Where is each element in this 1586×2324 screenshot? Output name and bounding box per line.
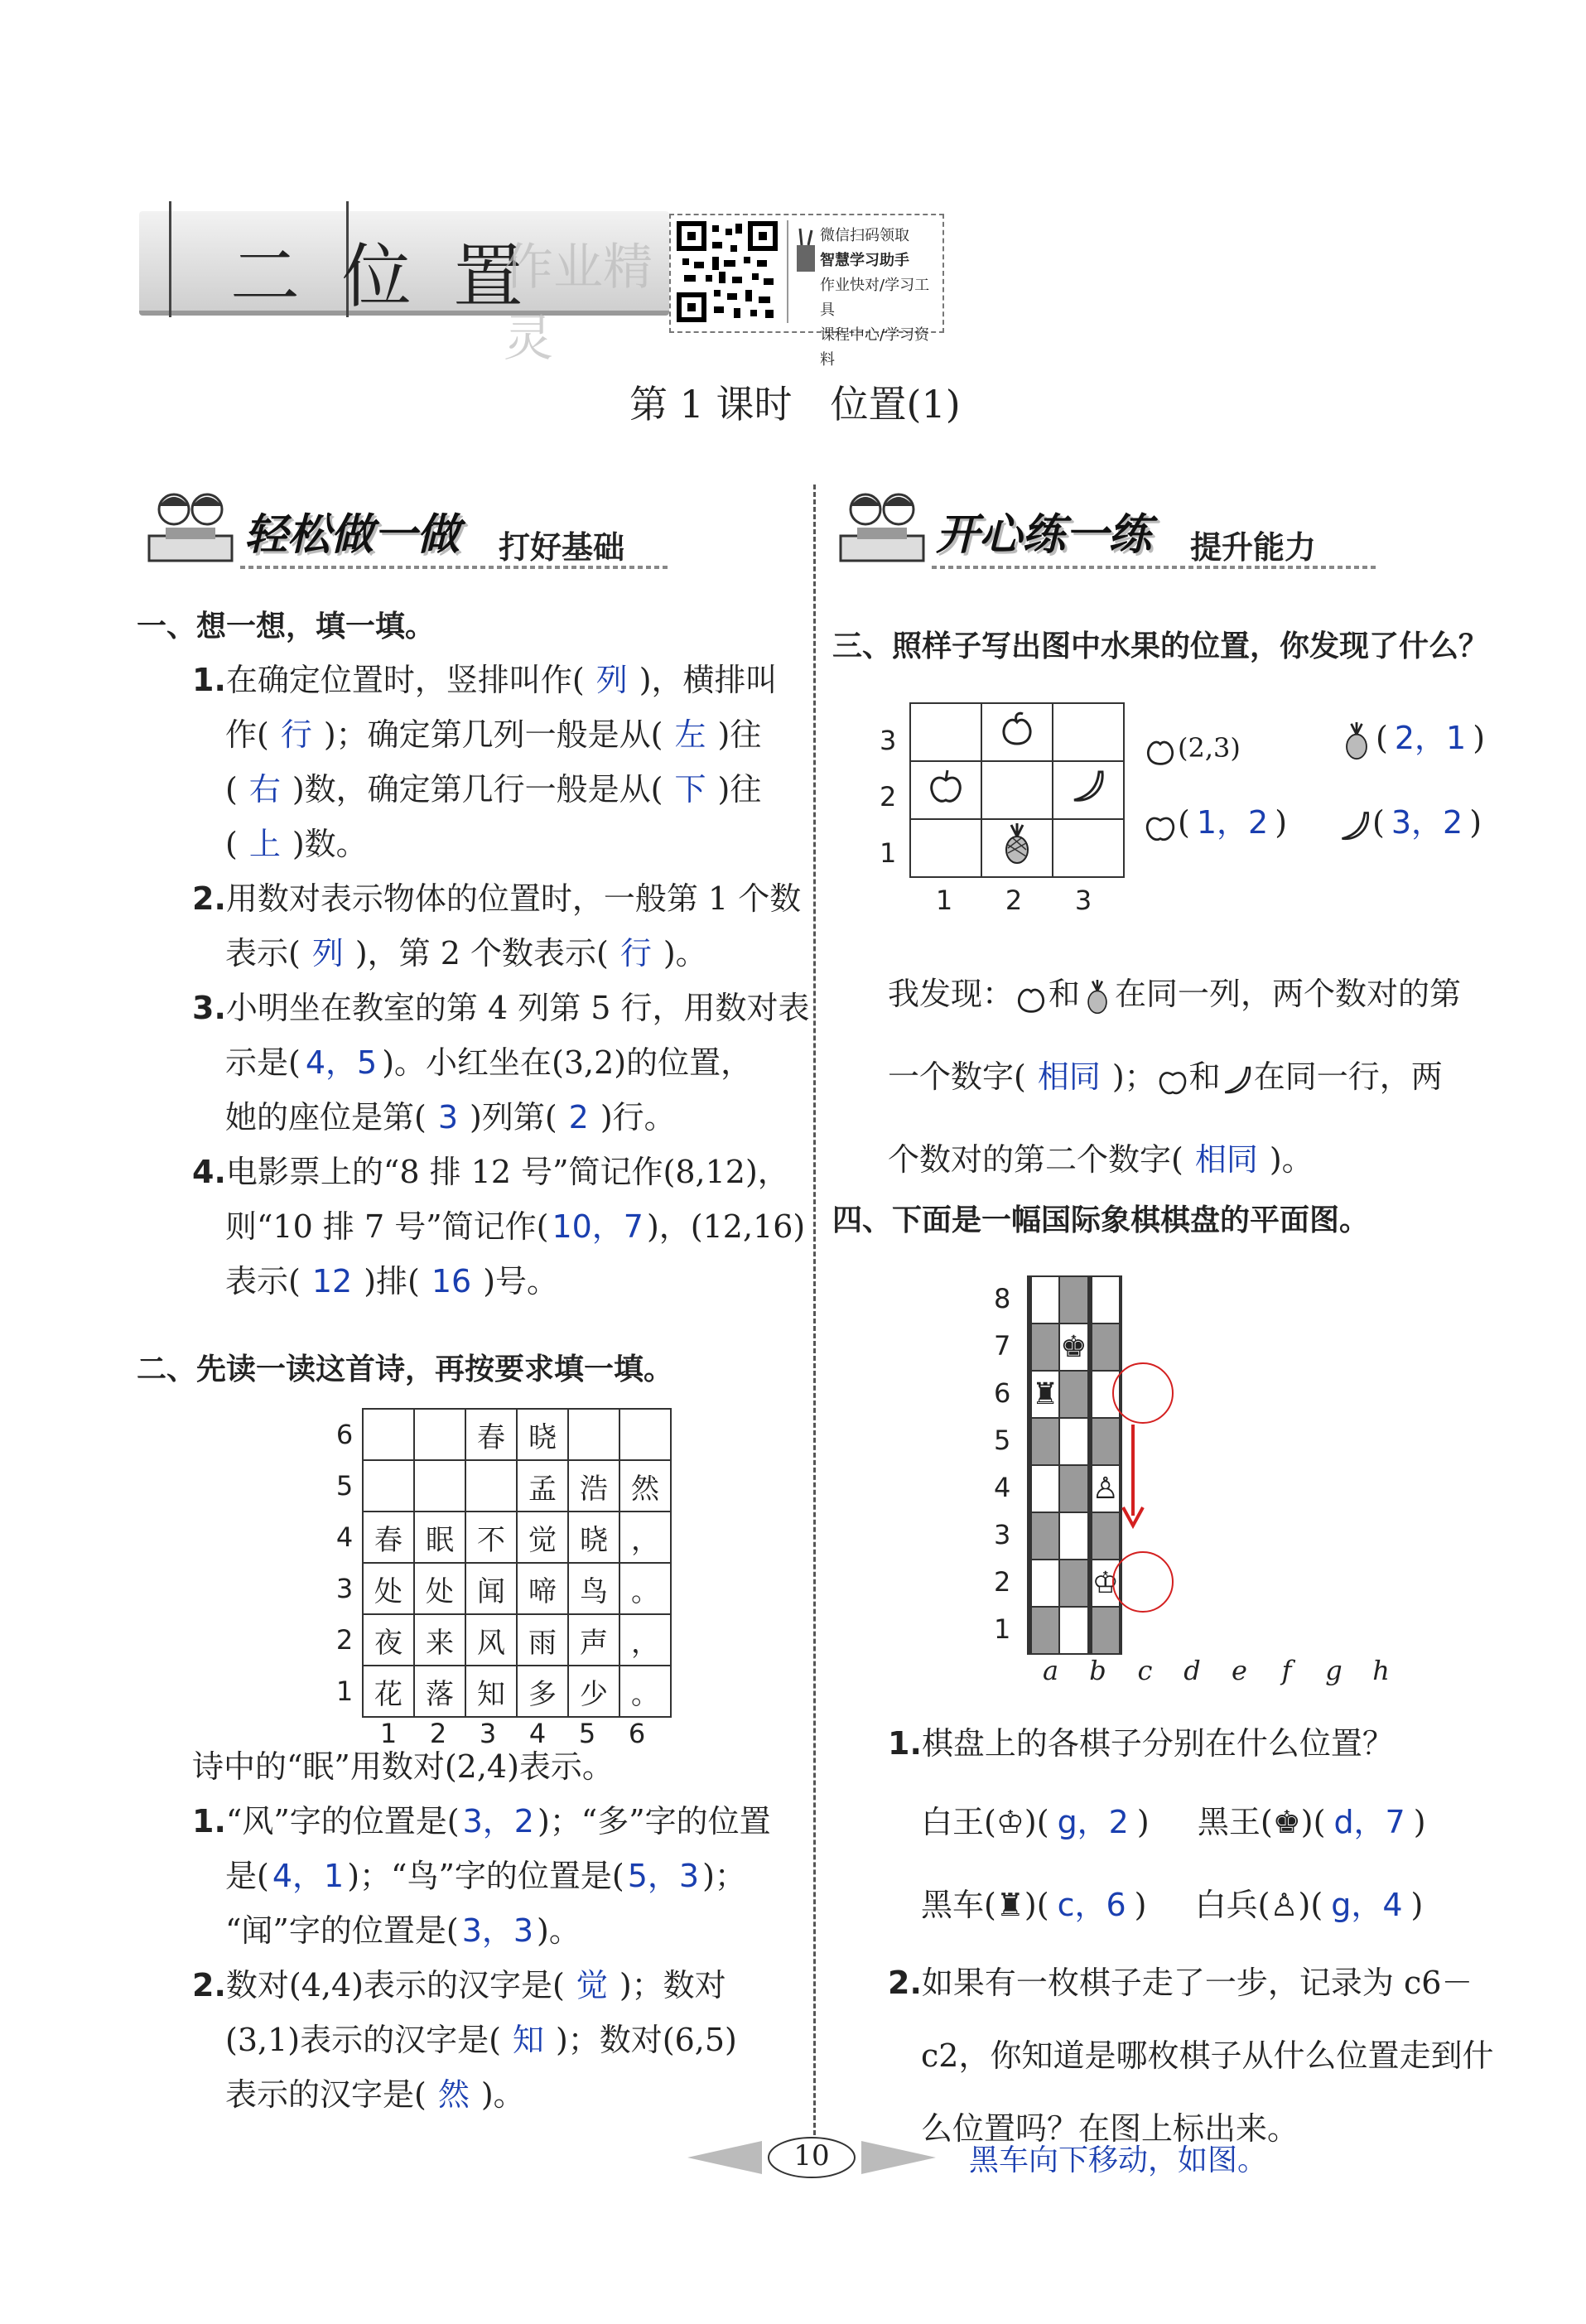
poem-cell — [363, 1460, 414, 1512]
chess-square — [1031, 1465, 1059, 1512]
chess-square — [1092, 1560, 1120, 1607]
kids-reading-icon — [141, 485, 240, 567]
chess-square — [1120, 1465, 1121, 1512]
apple-icon — [927, 767, 965, 805]
black-king-icon: ♚ — [1060, 1330, 1087, 1364]
chess-square — [1092, 1512, 1120, 1560]
chess-square — [1059, 1371, 1087, 1418]
poem-cell — [414, 1409, 465, 1460]
chess-square — [1031, 1371, 1059, 1418]
chess-square — [1059, 1512, 1087, 1560]
chess-file-label: e — [1232, 1655, 1247, 1686]
answer: 列 — [595, 662, 628, 698]
poem-cell: 晓 — [517, 1409, 568, 1460]
poem-cell — [414, 1460, 465, 1512]
chess-square — [1059, 1465, 1087, 1512]
poem-row-label: 3 — [335, 1573, 354, 1604]
chess-rank-label: 4 — [994, 1472, 1011, 1503]
poem-cell: 晓 — [568, 1512, 619, 1563]
chess-square — [1031, 1512, 1059, 1560]
chess-rank-label: 7 — [994, 1330, 1011, 1362]
pineapple-icon — [1080, 978, 1115, 1016]
chess-file-label: a — [1042, 1655, 1059, 1686]
poem-cell — [363, 1409, 414, 1460]
poem-cell: 觉 — [517, 1512, 568, 1563]
section-2-questions — [192, 1739, 771, 2122]
q2-line-1: 2.用数对表示物体的位置时，一般第 1 个数 — [192, 880, 802, 917]
pencil-cup-icon — [793, 225, 818, 275]
white-king-icon: ♔ — [995, 1804, 1024, 1840]
chess-square — [1120, 1560, 1121, 1607]
poem-cell: 然 — [619, 1460, 671, 1512]
chess-square — [1092, 1324, 1120, 1371]
pineapple-position: ( 2，1 ) — [1338, 711, 1485, 765]
poem-cell — [619, 1409, 671, 1460]
q3-line-2: 示是( 4，5 )。小红坐在(3,2)的位置， — [225, 1044, 753, 1081]
section-1-title: 一、想一想，填一填。 — [137, 610, 436, 644]
chess-file-label: b — [1089, 1655, 1106, 1686]
chess-square — [1059, 1324, 1087, 1371]
column-divider — [813, 485, 816, 2158]
q4-line-1: 4.电影票上的“8 排 12 号”简记作(8,12)， — [192, 1154, 789, 1190]
chess-rank-label: 5 — [994, 1425, 1011, 1456]
chess-square — [1092, 1607, 1120, 1654]
section-2-title: 二、先读一读这首诗，再按要求填一填。 — [137, 1352, 674, 1386]
chess-rank-label: 3 — [994, 1519, 1011, 1550]
chess-file-label: c — [1137, 1655, 1153, 1686]
left-banner-subtitle: 打好基础 — [499, 529, 625, 566]
chess-square — [1059, 1418, 1087, 1465]
peach-position: (2,3) — [1143, 719, 1241, 775]
poem-row-label: 2 — [335, 1624, 354, 1656]
chess-square — [1031, 1418, 1059, 1465]
qr-code-icon — [676, 220, 779, 323]
poem-row-label: 5 — [335, 1470, 354, 1502]
poem-cell: 。 — [619, 1563, 671, 1614]
chess-square — [1120, 1324, 1121, 1371]
section-3-title: 三、照样子写出图中水果的位置，你发现了什么？ — [832, 629, 1489, 663]
banana-icon — [1069, 767, 1107, 805]
poem-cell: 春 — [363, 1512, 414, 1563]
fruit-grid — [909, 702, 1125, 878]
peach-icon — [1143, 732, 1178, 767]
poem-cell — [568, 1409, 619, 1460]
poem-cell: 。 — [619, 1666, 671, 1717]
left-banner-title: 轻松做一做 — [244, 510, 460, 560]
apple-icon — [1156, 1063, 1189, 1097]
poem-cell: ， — [619, 1614, 671, 1666]
s2-q2-line-2: (3,1)表示的汉字是( 知 )；数对(6,5) — [225, 2022, 737, 2058]
s2-q1-line-3: “闻”字的位置是( 3，3 )。 — [225, 1912, 581, 1949]
chess-square — [1031, 1276, 1059, 1324]
peach-icon — [998, 709, 1036, 747]
poem-cell: 孟 — [517, 1460, 568, 1512]
page-number: 10 — [793, 2139, 830, 2172]
white-pawn-icon: ♙ — [1270, 1887, 1299, 1923]
poem-cell: 夜 — [363, 1614, 414, 1666]
chess-square — [1120, 1371, 1121, 1418]
poem-cell: 少 — [568, 1666, 619, 1717]
black-rook-icon: ♜ — [1032, 1377, 1059, 1411]
white-king-icon: ♔ — [1092, 1566, 1119, 1600]
chess-square — [1120, 1512, 1121, 1560]
chess-square — [1092, 1418, 1120, 1465]
chess-square — [1092, 1371, 1120, 1418]
poem-cell: 闻 — [465, 1563, 517, 1614]
pineapple-icon — [1338, 721, 1376, 762]
poem-cell: 不 — [465, 1512, 517, 1563]
q1-line-4: ( 上 )数。 — [225, 826, 368, 862]
white-pawn-icon: ♙ — [1092, 1472, 1119, 1506]
chess-rank-label: 6 — [994, 1377, 1011, 1409]
kids-reading-icon — [832, 485, 932, 567]
q4-line-3: 表示( 12 )排( 16 )号。 — [225, 1263, 559, 1299]
banana-icon — [1338, 808, 1372, 843]
poem-cell: 浩 — [568, 1460, 619, 1512]
chess-square — [1092, 1465, 1120, 1512]
right-banner-subtitle: 提升能力 — [1190, 529, 1317, 566]
chess-square — [1059, 1607, 1087, 1654]
q1-line-3: ( 右 )数，确定第几行一般是从( 下 )往 — [225, 771, 762, 808]
apple-icon — [1143, 808, 1178, 843]
banana-position: ( 3，2 ) — [1338, 795, 1482, 850]
peach-icon — [1014, 980, 1048, 1015]
poem-cell: 鸟 — [568, 1563, 619, 1614]
poem-row-label: 6 — [335, 1419, 354, 1450]
lesson-title: 第 1 课时 位置(1) — [629, 382, 961, 427]
qr-captions: 微信扫码领取 智慧学习助手 作业快对/学习工具 课程中心/学习资料 — [820, 227, 930, 369]
poem-grid-wrap — [327, 1408, 672, 1749]
chess-square — [1031, 1560, 1059, 1607]
chess-file-labels — [1027, 1655, 1405, 1686]
poem-cell: 知 — [465, 1666, 517, 1717]
left-section-banner — [141, 485, 687, 576]
poem-row-label: 4 — [335, 1521, 354, 1553]
answer-note: 黑车向下移动，如图。 — [969, 2143, 1268, 2177]
poem-cell: 声 — [568, 1614, 619, 1666]
q3-line-1: 3.小明坐在教室的第 4 列第 5 行，用数对表 — [192, 990, 810, 1026]
poem-cell — [465, 1460, 517, 1512]
s2-q1-line-2: 是( 4，1 )；“鸟”字的位置是( 5，3 )； — [225, 1858, 746, 1894]
chess-file-label: g — [1325, 1655, 1343, 1686]
page-number-ribbon — [679, 2133, 944, 2182]
poem-cell: 多 — [517, 1666, 568, 1717]
q1-line-1: 1.在确定位置时，竖排叫作( 列 )，横排叫 — [192, 662, 778, 698]
chess-square — [1120, 1607, 1121, 1654]
q3-line-3: 她的座位是第( 3 )列第( 2 )行。 — [225, 1099, 676, 1135]
pineapple-icon — [996, 823, 1038, 865]
black-king-icon: ♚ — [1272, 1804, 1301, 1840]
chess-square — [1031, 1324, 1059, 1371]
poem-intro: 诗中的“眠”用数对(2,4)表示。 — [192, 1748, 614, 1785]
right-banner-title: 开心练一练 — [936, 510, 1152, 560]
chess-square — [1092, 1276, 1120, 1324]
s2-q1-line-1: 1.“风”字的位置是( 3，2 )；“多”字的位置 — [192, 1803, 771, 1839]
poem-cell: 落 — [414, 1666, 465, 1717]
watermark-text: 作业精灵 — [504, 239, 653, 368]
s3-discovery: 我发现： 和 在同一列，两个数对的第 一个数字( 相同 )； 和 在同一行，两 个数对的第二个数字( 相同 )。 — [888, 976, 1462, 1178]
right-section-banner — [832, 485, 1396, 576]
chess-square — [1059, 1560, 1087, 1607]
section-4-title: 四、下面是一幅国际象棋棋盘的平面图。 — [832, 1203, 1370, 1237]
q2-line-2: 表示( 列 )，第 2 个数表示( 行 )。 — [225, 935, 707, 972]
poem-cell: 眠 — [414, 1512, 465, 1563]
poem-x-label: 3 — [479, 1718, 497, 1749]
chess-square — [1059, 1276, 1087, 1324]
poem-grid — [327, 1408, 672, 1718]
section-1-questions — [192, 653, 810, 1309]
black-rook-icon: ♜ — [995, 1887, 1024, 1923]
chess-file-label: d — [1183, 1655, 1201, 1686]
chess-square — [1120, 1418, 1121, 1465]
poem-cell: 啼 — [517, 1563, 568, 1614]
chess-file-label: f — [1281, 1655, 1292, 1686]
chess-rank-label: 8 — [994, 1283, 1011, 1314]
poem-row-label: 1 — [335, 1675, 354, 1707]
chess-square — [1120, 1276, 1121, 1324]
poem-cell: ， — [619, 1512, 671, 1563]
chess-file-label: h — [1372, 1655, 1390, 1686]
section-4-questions: 1.棋盘上的各棋子分别在什么位置？ 白王(♔)( g，2 ) 黑王(♚)( d，7 ) 黑车(♜)( c，6 ) 白兵(♙)( g，4 ) 2.如果有一枚棋子走了一步，记录为 c6－ c2，你知道是哪枚棋子从什么位置走到什 么位置吗？在图上标出来。 — [888, 1725, 1494, 2147]
poem-x-label: 2 — [429, 1718, 447, 1749]
chess-rank-label: 1 — [994, 1613, 1011, 1645]
chess-square — [1031, 1607, 1059, 1654]
poem-x-label: 5 — [578, 1718, 596, 1749]
q1-line-2: 作( 行 )；确定第几列一般是从( 左 )往 — [225, 716, 762, 753]
qr-box — [669, 214, 944, 369]
banana-icon — [1221, 1063, 1254, 1097]
s2-q2-line-3: 表示的汉字是( 然 )。 — [225, 2076, 525, 2113]
chess-rank-label: 2 — [994, 1566, 1011, 1598]
poem-x-label: 1 — [379, 1718, 398, 1749]
poem-cell: 处 — [363, 1563, 414, 1614]
chessboard — [1027, 1275, 1122, 1655]
poem-cell: 花 — [363, 1666, 414, 1717]
poem-cell: 春 — [465, 1409, 517, 1460]
apple-position: ( 1，2 ) — [1143, 795, 1287, 850]
poem-x-label: 6 — [628, 1718, 646, 1749]
poem-cell: 处 — [414, 1563, 465, 1614]
poem-x-label: 4 — [528, 1718, 547, 1749]
chapter-banner — [139, 211, 669, 368]
poem-cell: 来 — [414, 1614, 465, 1666]
chess-rank-labels — [994, 1275, 1010, 1653]
chapter-title: 二 位 置 — [230, 236, 533, 317]
poem-cell: 风 — [465, 1614, 517, 1666]
s2-q2-line-1: 2.数对(4,4)表示的汉字是( 觉 )；数对 — [192, 1967, 726, 2003]
poem-cell: 雨 — [517, 1614, 568, 1666]
q4-line-2: 则“10 排 7 号”简记作( 10，7 )，(12,16) — [225, 1208, 806, 1245]
